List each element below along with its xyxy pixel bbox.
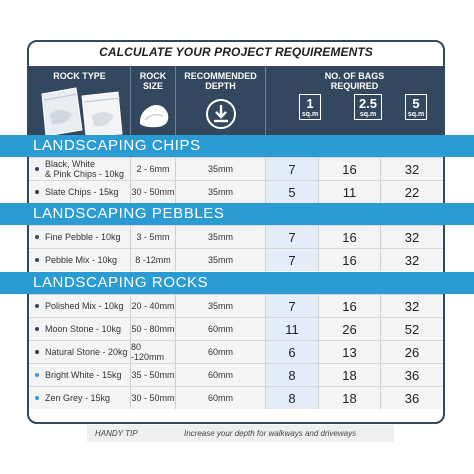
rock-name (29, 158, 131, 180)
bags-5sqm (381, 341, 443, 363)
bullet-dot-icon (35, 167, 39, 171)
table-row (29, 317, 443, 340)
recommended-depth (176, 295, 266, 317)
rock-name (29, 387, 131, 409)
rock-name (29, 249, 131, 271)
bullet-dot-icon (35, 304, 39, 308)
bags-5sqm (381, 387, 443, 409)
area-5sqm-box (405, 94, 427, 120)
bags-2-5sqm-text: 16 (342, 161, 357, 177)
bullet-dot-icon (35, 235, 39, 239)
header-depth (176, 66, 266, 142)
table-row (29, 340, 443, 363)
recommended-depth-text: 35mm (207, 187, 233, 197)
area-value: 2.5 (358, 96, 378, 111)
bags-1sqm-text: 5 (288, 184, 296, 200)
recommended-depth-text: 60mm (207, 347, 233, 357)
bags-1sqm (266, 226, 319, 248)
rock-name-text: Polished Mix - 10kg (45, 301, 124, 311)
rock-size (131, 249, 176, 271)
rock-name-text: Natural Stone - 20kg (45, 347, 128, 357)
recommended-depth (176, 364, 266, 386)
bags-2-5sqm-text: 16 (342, 229, 357, 245)
bags-1sqm (266, 318, 319, 340)
bags-2-5sqm-text: 13 (342, 344, 357, 360)
rock-size-text: 2 - 6mm (136, 164, 170, 174)
rock-size (131, 341, 176, 363)
rock-size (131, 364, 176, 386)
recommended-depth-text: 60mm (207, 393, 233, 403)
rock-size (131, 226, 176, 248)
section-banner-rocks: LANDSCAPING ROCKS (0, 272, 474, 294)
bags-5sqm (381, 364, 443, 386)
rock-name-text: Slate Chips - 15kg (45, 187, 119, 197)
bags-5sqm (381, 249, 443, 271)
bags-1sqm (266, 364, 319, 386)
recommended-depth (176, 181, 266, 203)
rock-size-text: 80 -120mm (131, 342, 165, 362)
bags-2-5sqm-text: 26 (342, 321, 357, 337)
bags-1sqm-text: 7 (288, 229, 296, 245)
recommended-depth-text: 35mm (207, 301, 233, 311)
recommended-depth (176, 341, 266, 363)
bags-2-5sqm (319, 158, 381, 180)
recommended-depth (176, 158, 266, 180)
bags-2-5sqm-text: 18 (342, 367, 357, 383)
rock-name (29, 341, 131, 363)
rock-size-text: 50 - 80mm (131, 324, 175, 334)
rock-size (131, 295, 176, 317)
bags-5sqm-text: 52 (404, 321, 420, 337)
area-value: 5 (412, 96, 420, 111)
rock-size-text: 30 - 50mm (131, 393, 175, 403)
table-row (29, 248, 443, 271)
handy-tip-text: Increase your depth for walkways and driveways (184, 429, 357, 438)
page-title: CALCULATE YOUR PROJECT REQUIREMENTS (99, 45, 373, 59)
bullet-dot-icon (35, 350, 39, 354)
rock-name-text: Moon Stone - 10kg (45, 324, 122, 334)
bags-1sqm-text: 6 (288, 344, 296, 360)
handy-tip-label: HANDY TIP (95, 429, 138, 438)
bags-5sqm-text: 32 (404, 252, 420, 268)
rock-size-text: 35 - 50mm (131, 370, 175, 380)
bags-1sqm (266, 341, 319, 363)
depth-down-arrow-icon (205, 98, 237, 130)
recommended-depth (176, 226, 266, 248)
rock-size-text: 8 -12mm (135, 255, 171, 265)
rock-bags-icon (36, 84, 126, 138)
recommended-depth-text: 35mm (207, 232, 233, 242)
rock-size-icon (137, 100, 171, 130)
bags-5sqm (381, 158, 443, 180)
header-rock-size-label: ROCK SIZE (139, 71, 167, 91)
recommended-depth-text: 35mm (207, 164, 233, 174)
bags-2-5sqm (319, 295, 381, 317)
table-row (29, 180, 443, 203)
bullet-dot-icon (35, 327, 39, 331)
bags-5sqm (381, 318, 443, 340)
rock-name-text: Zen Grey - 15kg (45, 393, 111, 403)
rock-name (29, 181, 131, 203)
area-unit: sq.m (301, 111, 319, 118)
rock-size (131, 158, 176, 180)
rock-name (29, 226, 131, 248)
rock-size-text: 3 - 5mm (136, 232, 170, 242)
table-row (29, 386, 443, 409)
rock-size (131, 181, 176, 203)
bags-2-5sqm (319, 249, 381, 271)
bags-2-5sqm-text: 16 (342, 298, 357, 314)
bags-2-5sqm (319, 364, 381, 386)
rock-size (131, 318, 176, 340)
bags-2-5sqm-text: 16 (342, 252, 357, 268)
bags-5sqm-text: 22 (404, 184, 420, 200)
bags-2-5sqm-text: 18 (342, 390, 357, 406)
rock-size (131, 387, 176, 409)
bags-1sqm-text: 7 (288, 298, 296, 314)
bags-1sqm (266, 158, 319, 180)
bags-2-5sqm (319, 387, 381, 409)
bags-5sqm (381, 295, 443, 317)
bags-2-5sqm-text: 11 (342, 184, 357, 200)
recommended-depth-text: 35mm (207, 255, 233, 265)
bullet-dot-icon (35, 373, 39, 377)
bags-5sqm-text: 32 (404, 298, 420, 314)
bags-1sqm-text: 8 (288, 367, 296, 383)
bags-5sqm-text: 36 (404, 390, 420, 406)
rock-name-text: Fine Pebble - 10kg (45, 232, 121, 242)
table-row (29, 157, 443, 180)
recommended-depth (176, 318, 266, 340)
area-2-5sqm-box (354, 94, 382, 120)
recommended-depth (176, 249, 266, 271)
bags-1sqm-text: 11 (285, 321, 299, 337)
bags-5sqm-text: 32 (404, 161, 420, 177)
bags-5sqm-text: 36 (404, 367, 420, 383)
section-banner-chips: LANDSCAPING CHIPS (0, 135, 474, 157)
header-rock-type (29, 66, 131, 142)
rock-name-text: Bright White - 15kg (45, 370, 122, 380)
recommended-depth-text: 60mm (207, 324, 233, 334)
area-1sqm-box (299, 94, 321, 120)
table-row (29, 225, 443, 248)
header-bags (266, 66, 443, 142)
area-value: 1 (306, 96, 314, 111)
bags-2-5sqm (319, 341, 381, 363)
recommended-depth (176, 387, 266, 409)
bags-2-5sqm (319, 226, 381, 248)
table-header (29, 66, 443, 142)
rock-name-text: Pebble Mix - 10kg (45, 255, 118, 265)
bags-1sqm (266, 249, 319, 271)
bullet-dot-icon (35, 258, 39, 262)
bags-5sqm-text: 26 (404, 344, 420, 360)
bags-2-5sqm (319, 318, 381, 340)
bags-5sqm (381, 226, 443, 248)
recommended-depth-text: 60mm (207, 370, 233, 380)
rock-size-text: 20 - 40mm (131, 301, 175, 311)
rock-name (29, 295, 131, 317)
area-unit: sq.m (359, 111, 377, 118)
rock-name (29, 364, 131, 386)
bags-2-5sqm (319, 181, 381, 203)
bags-1sqm (266, 295, 319, 317)
bags-1sqm-text: 7 (288, 252, 296, 268)
rock-size-text: 30 - 50mm (131, 187, 175, 197)
handy-tip (87, 425, 394, 442)
header-rock-size (131, 66, 176, 142)
table-row (29, 294, 443, 317)
rock-name-text: Black, White & Pink Chips - 10kg (45, 159, 125, 179)
table-row (29, 363, 443, 386)
bullet-dot-icon (35, 190, 39, 194)
header-bags-label: NO. OF BAGS REQUIRED (324, 71, 385, 91)
rock-name (29, 318, 131, 340)
area-unit: sq.m (407, 111, 425, 118)
bags-1sqm (266, 387, 319, 409)
header-depth-label: RECOMMENDED DEPTH (184, 71, 257, 91)
bullet-dot-icon (35, 396, 39, 400)
section-banner-pebbles: LANDSCAPING PEBBLES (0, 203, 474, 225)
bags-1sqm (266, 181, 319, 203)
bags-5sqm-text: 32 (404, 229, 420, 245)
header-rock-type-label: ROCK TYPE (53, 71, 106, 81)
bags-5sqm (381, 181, 443, 203)
bags-1sqm-text: 7 (288, 161, 296, 177)
bags-1sqm-text: 8 (288, 390, 296, 406)
